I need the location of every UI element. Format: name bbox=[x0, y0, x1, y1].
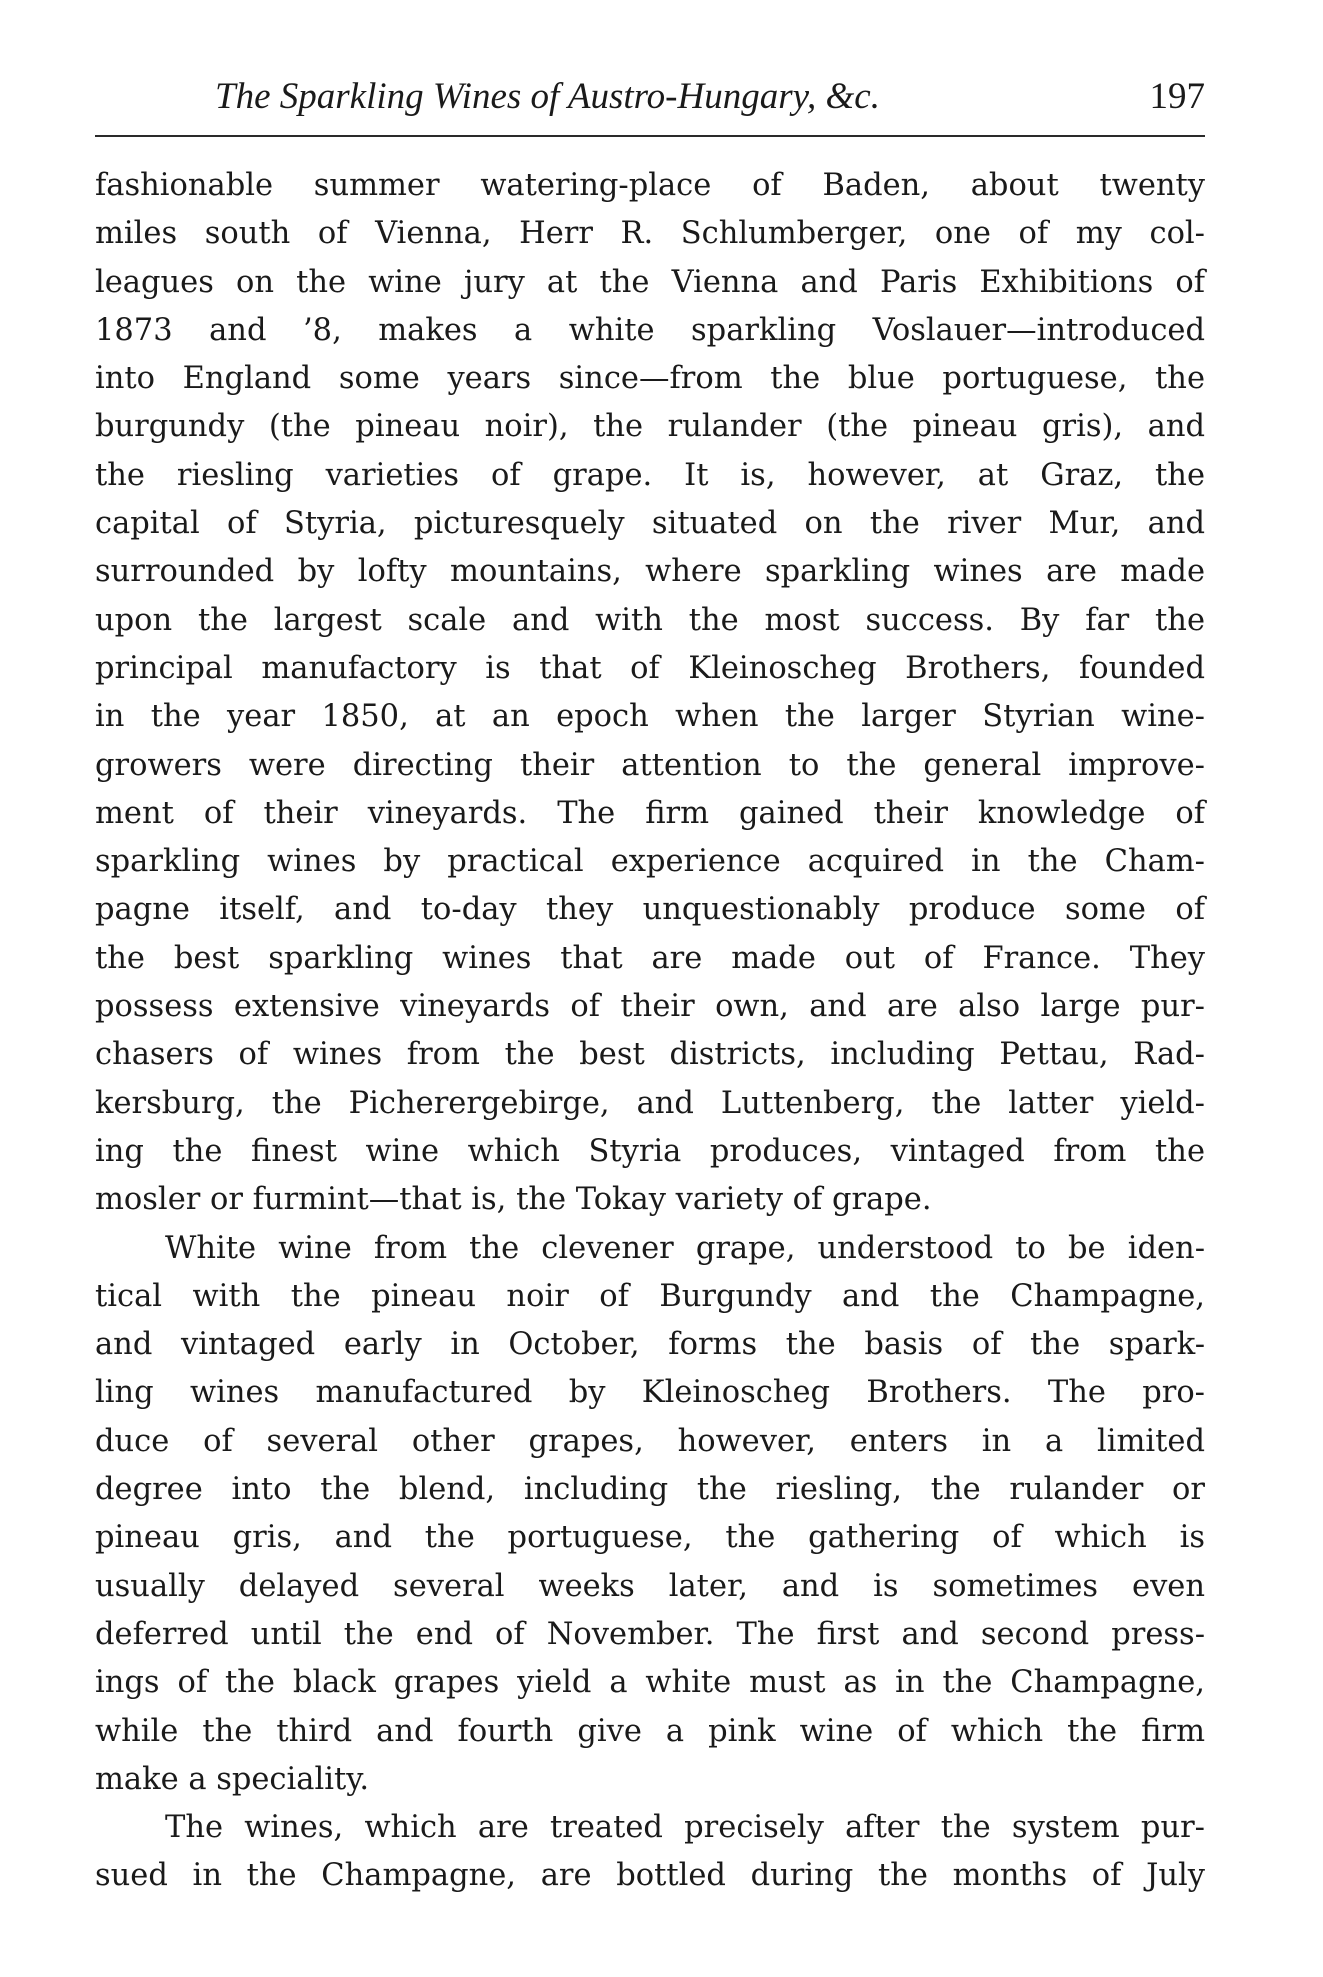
text-line: kersburg, the Picherergebirge, and Luttenberg, the latter yield- bbox=[95, 1085, 1205, 1121]
paragraph-last-line: make a speciality. bbox=[95, 1761, 370, 1797]
text-line: usually delayed several weeks later, and is sometimes even bbox=[95, 1568, 1205, 1604]
text-line: ing the finest wine which Styria produces, vintaged from the bbox=[95, 1133, 1205, 1169]
paragraph-first-line: White wine from the clevener grape, understood to be iden- bbox=[165, 1230, 1205, 1266]
text-line: the best sparkling wines that are made out of France. They bbox=[95, 940, 1205, 976]
running-head bbox=[95, 72, 1205, 122]
paragraph-last-line: mosler or furmint—that is, the Tokay variety of grape. bbox=[95, 1182, 932, 1218]
text-line: miles south of Vienna, Herr R. Schlumberger, one of my col- bbox=[95, 216, 1205, 252]
text-line: sued in the Champagne, are bottled during the months of July bbox=[95, 1858, 1205, 1894]
text-line: pineau gris, and the portuguese, the gathering of which is bbox=[95, 1520, 1205, 1556]
text-line: chasers of wines from the best districts, including Pettau, Rad- bbox=[95, 1037, 1205, 1073]
text-line: deferred until the end of November. The first and second press- bbox=[95, 1616, 1205, 1652]
text-line: leagues on the wine jury at the Vienna and Paris Exhibitions of bbox=[95, 264, 1205, 300]
text-line: degree into the blend, including the riesling, the rulander or bbox=[95, 1472, 1205, 1508]
text-line: the riesling varieties of grape. It is, however, at Graz, the bbox=[95, 457, 1205, 493]
text-line: ling wines manufactured by Kleinoscheg Brothers. The pro- bbox=[95, 1375, 1205, 1411]
text-line: fashionable summer watering-place of Baden, about twenty bbox=[95, 168, 1205, 203]
text-line: in the year 1850, at an epoch when the larger Styrian wine- bbox=[95, 699, 1205, 735]
text-line: burgundy (the pineau noir), the rulander (the pineau gris), and bbox=[95, 409, 1205, 445]
text-line: and vintaged early in October, forms the basis of the spark- bbox=[95, 1327, 1205, 1363]
text-line: pagne itself, and to-day they unquestionably produce some of bbox=[95, 892, 1205, 928]
text-line: ment of their vineyards. The firm gained their knowledge of bbox=[95, 795, 1205, 831]
text-line: tical with the pineau noir of Burgundy and the Champagne, bbox=[95, 1278, 1205, 1314]
running-title: The Sparkling Wines of Austro-Hungary, &c. bbox=[215, 76, 880, 117]
text-line: principal manufactory is that of Kleinoscheg Brothers, founded bbox=[95, 650, 1205, 686]
text-line: upon the largest scale and with the most success. By far the bbox=[95, 602, 1205, 638]
text-line: growers were directing their attention to the general improve- bbox=[95, 747, 1205, 783]
paragraph-first-line: The wines, which are treated precisely after the system pur- bbox=[165, 1810, 1205, 1846]
text-line: duce of several other grapes, however, enters in a limited bbox=[95, 1423, 1205, 1459]
text-line: capital of Styria, picturesquely situated on the river Mur, and bbox=[95, 506, 1205, 542]
text-line: possess extensive vineyards of their own, and are also large pur- bbox=[95, 989, 1205, 1025]
text-line: 1873 and ’8, makes a white sparkling Voslauer—introduced bbox=[95, 312, 1205, 348]
text-line: ings of the black grapes yield a white must as in the Champagne, bbox=[95, 1665, 1205, 1701]
body-text bbox=[95, 162, 1205, 1901]
text-line: sparkling wines by practical experience acquired in the Cham- bbox=[95, 844, 1205, 880]
text-line: surrounded by lofty mountains, where sparkling wines are made bbox=[95, 554, 1205, 590]
page-number: 197 bbox=[1149, 76, 1205, 117]
text-line: while the third and fourth give a pink wine of which the firm bbox=[95, 1713, 1205, 1749]
header-rule bbox=[95, 135, 1205, 137]
text-line: into England some years since—from the blue portuguese, the bbox=[95, 361, 1205, 397]
